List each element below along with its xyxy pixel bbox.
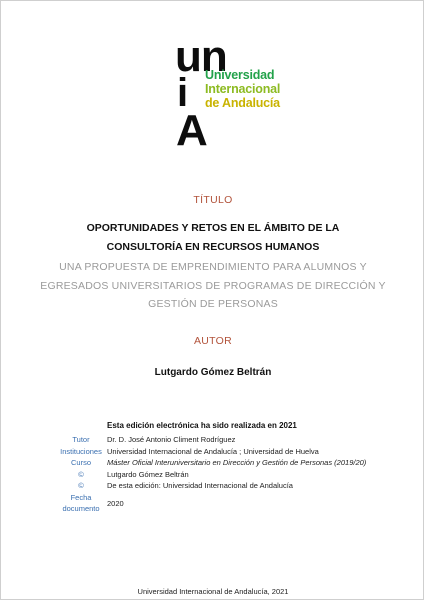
date-label-line1: Fecha xyxy=(70,492,92,502)
copyright-edition-value: De esta edición: Universidad Internacional de Andalucía xyxy=(107,481,293,490)
copyright-author-row xyxy=(55,469,375,481)
date-label xyxy=(55,492,107,515)
tutor-value: Dr. D. José Antonio Climent Rodríguez xyxy=(107,435,236,444)
footer-text: Universidad Internacional de Andalucía, 2021 xyxy=(137,587,289,596)
date-value: 2020 xyxy=(107,498,124,508)
edition-note: Esta edición electrónica ha sido realizada en 2021 xyxy=(107,421,297,430)
main-title: OPORTUNIDADES Y RETOS EN EL ÁMBITO DE LA CONSULTORÍA EN RECURSOS HUMANOS xyxy=(86,222,340,253)
tutor-label: Tutor xyxy=(72,435,90,444)
unia-logo xyxy=(175,32,295,155)
logo-line-andalucia: de Andalucía xyxy=(205,96,280,110)
copyright-icon: © xyxy=(78,481,84,490)
course-row xyxy=(55,457,375,469)
logo-i: i xyxy=(177,71,189,115)
logo-a: A xyxy=(176,106,208,155)
author-name: Lutgardo Gómez Beltrán xyxy=(154,367,272,378)
institutions-label: Instituciones xyxy=(60,446,102,456)
course-value: Máster Oficial Interuniversitario en Dirección y Gestión de Personas (2019/20) xyxy=(107,458,367,467)
date-row xyxy=(55,492,375,515)
tutor-row xyxy=(55,434,375,446)
title-label: TÍTULO xyxy=(193,194,233,206)
institutions-row xyxy=(55,446,375,458)
logo-line-universidad: Universidad xyxy=(205,68,275,82)
course-label: Curso xyxy=(70,458,91,467)
date-label-line2: documento xyxy=(62,504,100,513)
copyright-edition-row xyxy=(55,480,375,492)
logo-line-internacional: Internacional xyxy=(205,82,281,96)
institutions-value: Universidad Internacional de Andalucía ; Universidad de Huelva xyxy=(107,446,319,456)
metadata-table xyxy=(55,434,375,515)
logo-un: un xyxy=(175,32,227,81)
author-label: AUTOR xyxy=(193,335,233,347)
copyright-author-value: Lutgardo Gómez Beltrán xyxy=(107,469,189,479)
subtitle: UNA PROPUESTA DE EMPRENDIMIENTO PARA ALUMNOS Y EGRESADOS UNIVERSITARIOS DE PROGRAMAS DE DIRECCIÓN Y GESTIÓN DE PERSONAS xyxy=(40,261,386,310)
copyright-icon: © xyxy=(78,469,84,479)
